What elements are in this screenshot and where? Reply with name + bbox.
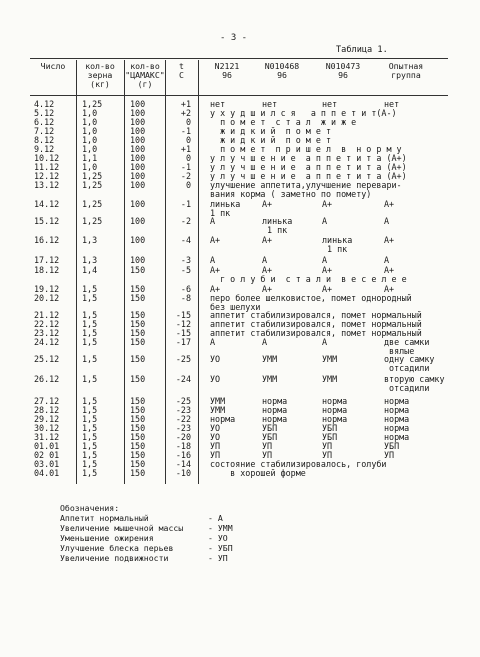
row-temperature: -2 (180, 171, 191, 181)
row-tsamaks: 150 (130, 423, 146, 433)
row-tsamaks: 100 (130, 126, 146, 136)
row-temperature: -3 (180, 255, 191, 265)
row-grain-kg: 1,5 (82, 284, 98, 294)
row-date: 04.01 (34, 468, 60, 478)
row-temperature: -23 (175, 405, 191, 415)
row-grain-kg: 1,0 (82, 108, 98, 118)
row-date: 19.12 (34, 284, 60, 294)
row-tsamaks: 150 (130, 284, 146, 294)
row-temperature: -8 (180, 293, 191, 303)
header-date: Число (40, 61, 66, 71)
row-tsamaks: 150 (130, 405, 146, 415)
row-n010468: норма (262, 414, 288, 424)
row-tsamaks: 100 (130, 99, 146, 109)
row-n2121: УММ (210, 405, 226, 415)
row-n2121: норма (210, 414, 236, 424)
row-tsamaks: 150 (130, 396, 146, 406)
row-date: 14.12 (34, 199, 60, 209)
row-grain-kg: 1,5 (82, 468, 98, 478)
row-date: 13.12 (34, 180, 60, 190)
row-tsamaks: 150 (130, 265, 146, 275)
row-date: 16.12 (34, 235, 60, 245)
legend-label: Уменьшение ожирения (60, 533, 154, 543)
row-n010473: А+ (322, 284, 333, 294)
row-n010468: А+ (262, 235, 273, 245)
row-temperature: 0 (185, 135, 191, 145)
row-grain-kg: 1,5 (82, 405, 98, 415)
row-n2121: УО (210, 374, 221, 384)
row-grain-kg: 1,5 (82, 293, 98, 303)
row-grain-kg: 1,0 (82, 135, 98, 145)
row-date: 4.12 (34, 99, 55, 109)
row-experimental: нет (384, 99, 400, 109)
row-experimental: две самки вялые (384, 337, 430, 356)
row-note: п о м е т с т а л ж и ж е (210, 117, 357, 127)
row-experimental: А+ (384, 199, 395, 209)
row-experimental: норма (384, 405, 410, 415)
legend-title: Обозначения: (60, 503, 120, 513)
header-tsamaks: кол-во "ЦАМАКС" (г) (125, 61, 165, 89)
row-experimental: одну самку отсадили (384, 354, 435, 373)
row-n010473: УММ (322, 354, 338, 364)
row-tsamaks: 100 (130, 180, 146, 190)
row-grain-kg: 1,3 (82, 255, 98, 265)
row-tsamaks: 150 (130, 450, 146, 460)
row-grain-kg: 1,5 (82, 354, 98, 364)
row-n2121: УО (210, 432, 221, 442)
row-n010473: УБП (322, 423, 338, 433)
row-tsamaks: 100 (130, 162, 146, 172)
row-experimental: норма (384, 414, 410, 424)
row-note: п о м е т п р и ш е л в н о р м у (210, 144, 402, 154)
legend-label: Улучшение блеска перьев (60, 543, 174, 553)
row-experimental: А+ (384, 284, 395, 294)
row-tsamaks: 100 (130, 235, 146, 245)
row-temperature: -25 (175, 354, 191, 364)
row-note: ж и д к и й п о м е т (210, 126, 332, 136)
row-date: 20.12 (34, 293, 60, 303)
table-title: Таблица 1. (336, 45, 388, 55)
row-date: 29.12 (34, 414, 60, 424)
row-n010468: А (262, 255, 268, 265)
row-experimental: норма (384, 432, 410, 442)
row-n2121: УО (210, 423, 221, 433)
row-date: 24.12 (34, 337, 60, 347)
row-n010468: УП (262, 450, 273, 460)
row-temperature: -6 (180, 284, 191, 294)
table-top-line (30, 58, 448, 59)
row-grain-kg: 1,0 (82, 162, 98, 172)
row-n010468: А+ (262, 265, 273, 275)
row-grain-kg: 1,5 (82, 319, 98, 329)
legend-code: - УО (208, 533, 228, 543)
row-grain-kg: 1,4 (82, 265, 98, 275)
row-date: 30.12 (34, 423, 60, 433)
row-note: у л у ч ш е н и е а п п е т и т а (А+) (210, 171, 407, 181)
row-note: ж и д к и й п о м е т (210, 135, 332, 145)
row-n010473: линька 1 пк (322, 235, 353, 254)
row-n010473: А+ (322, 199, 333, 209)
row-date: 6.12 (34, 117, 55, 127)
row-n2121: УП (210, 450, 221, 460)
row-date: 17.12 (34, 255, 60, 265)
row-tsamaks: 100 (130, 153, 146, 163)
row-temperature: -1 (180, 162, 191, 172)
row-n010468: линька 1 пк (262, 216, 293, 235)
row-grain-kg: 1,5 (82, 414, 98, 424)
row-experimental: А (384, 216, 390, 226)
row-experimental: УП (384, 450, 395, 460)
row-n2121: А (210, 216, 216, 226)
legend-label: Аппетит нормальный (60, 513, 149, 523)
col-divider (198, 60, 199, 484)
legend-code: - УБП (208, 543, 233, 553)
row-grain-kg: 1,5 (82, 374, 98, 384)
row-tsamaks: 150 (130, 432, 146, 442)
row-temperature: -22 (175, 414, 191, 424)
row-tsamaks: 150 (130, 354, 146, 364)
row-n010473: УММ (322, 374, 338, 384)
row-experimental: УБП (384, 441, 400, 451)
row-n2121: А+ (210, 265, 221, 275)
row-temperature: -23 (175, 423, 191, 433)
row-n010468: норма (262, 405, 288, 415)
row-experimental: А+ (384, 265, 395, 275)
row-grain-kg: 1,25 (82, 171, 103, 181)
row-date: 25.12 (34, 354, 60, 364)
row-n2121: УП (210, 441, 221, 451)
row-date: 10.12 (34, 153, 60, 163)
row-n010468: А (262, 337, 268, 347)
row-date: 26.12 (34, 374, 60, 384)
row-n010468: А+ (262, 284, 273, 294)
row-n010473: норма (322, 396, 348, 406)
row-date: 22.12 (34, 319, 60, 329)
row-experimental: вторую самку отсадили (384, 374, 445, 393)
row-temperature: -15 (175, 328, 191, 338)
row-temperature: -25 (175, 396, 191, 406)
row-date: 28.12 (34, 405, 60, 415)
legend-code: - А (208, 513, 223, 523)
row-n010473: А+ (322, 265, 333, 275)
row-n2121: А (210, 337, 216, 347)
row-grain-kg: 1,5 (82, 441, 98, 451)
row-date: 5.12 (34, 108, 55, 118)
row-date: 11.12 (34, 162, 60, 172)
row-tsamaks: 150 (130, 319, 146, 329)
row-date: 02 01 (34, 450, 60, 460)
row-temperature: -17 (175, 337, 191, 347)
row-temperature: -2 (180, 216, 191, 226)
row-tsamaks: 150 (130, 310, 146, 320)
row-grain-kg: 1,5 (82, 396, 98, 406)
row-date: 18.12 (34, 265, 60, 275)
row-temperature: -20 (175, 432, 191, 442)
row-note: аппетит стабилизировался, помет нормальный (210, 319, 422, 329)
row-tsamaks: 100 (130, 135, 146, 145)
row-temperature: -5 (180, 265, 191, 275)
legend-code: - УММ (208, 523, 233, 533)
row-temperature: +1 (180, 144, 191, 154)
row-experimental: норма (384, 396, 410, 406)
row-date: 15.12 (34, 216, 60, 226)
row-experimental: норма (384, 423, 410, 433)
row-n010468: УБП (262, 432, 278, 442)
row-n2121: А+ (210, 284, 221, 294)
row-temperature: -12 (175, 319, 191, 329)
header-temperature: t C (179, 61, 184, 80)
page-number: - 3 - (220, 33, 248, 43)
row-date: 9.12 (34, 144, 55, 154)
row-n2121: линька 1 пк (210, 199, 241, 218)
row-tsamaks: 100 (130, 171, 146, 181)
legend-code: - УП (208, 553, 228, 563)
row-n010468: УММ (262, 374, 278, 384)
row-grain-kg: 1,1 (82, 153, 98, 163)
row-temperature: 0 (185, 180, 191, 190)
row-note: у л у ч ш е н и е а п п е т и т а (А+) (210, 162, 407, 172)
row-grain-kg: 1,0 (82, 117, 98, 127)
row-tsamaks: 100 (130, 144, 146, 154)
row-tsamaks: 150 (130, 468, 146, 478)
header-grain-kg: кол-во зерна (кг) (85, 61, 115, 89)
row-tsamaks: 100 (130, 117, 146, 127)
row-grain-kg: 1,5 (82, 310, 98, 320)
row-note: аппетит стабилизировался, помет нормальный (210, 310, 422, 320)
row-n010473: нет (322, 99, 338, 109)
row-grain-kg: 1,25 (82, 199, 103, 209)
row-grain-kg: 1,5 (82, 459, 98, 469)
row-n010473: норма (322, 405, 348, 415)
header-n2121: N2121 96 (214, 61, 240, 80)
col-divider (165, 60, 166, 484)
row-date: 27.12 (34, 396, 60, 406)
row-n010473: УБП (322, 432, 338, 442)
row-n010473: УП (322, 441, 333, 451)
row-temperature: -16 (175, 450, 191, 460)
row-temperature: -10 (175, 468, 191, 478)
row-tsamaks: 150 (130, 441, 146, 451)
header-experimental-group: Опытная группа (388, 61, 424, 80)
row-experimental: А+ (384, 235, 395, 245)
row-grain-kg: 1,25 (82, 99, 103, 109)
row-temperature: +1 (180, 99, 191, 109)
row-note: у х у д ш и л с я а п п е т и т(А-) (210, 108, 397, 118)
row-temperature: -15 (175, 310, 191, 320)
col-divider (76, 60, 77, 484)
row-tsamaks: 100 (130, 216, 146, 226)
row-note: улучшение аппетита,улучшение перевари- вания корма ( заметно по помету) (210, 180, 402, 199)
row-grain-kg: 1,5 (82, 328, 98, 338)
row-temperature: +2 (180, 108, 191, 118)
row-grain-kg: 1,5 (82, 423, 98, 433)
row-date: 7.12 (34, 126, 55, 136)
row-note: состояние стабилизировалось, голуби в хорошей форме (210, 459, 387, 478)
row-n010473: норма (322, 414, 348, 424)
row-n010473: А (322, 337, 328, 347)
row-date: 01.01 (34, 441, 60, 451)
row-experimental: А (384, 255, 390, 265)
row-grain-kg: 1,25 (82, 216, 103, 226)
row-tsamaks: 100 (130, 108, 146, 118)
row-note: перо более шелковистое, помет однородный без шелухи (210, 293, 412, 312)
row-tsamaks: 150 (130, 459, 146, 469)
row-temperature: -14 (175, 459, 191, 469)
row-n010468: норма (262, 396, 288, 406)
row-n2121: нет (210, 99, 226, 109)
row-date: 12.12 (34, 171, 60, 181)
row-date: 8.12 (34, 135, 55, 145)
row-grain-kg: 1,25 (82, 180, 103, 190)
row-date: 31.12 (34, 432, 60, 442)
row-date: 03.01 (34, 459, 60, 469)
row-n010468: УММ (262, 354, 278, 364)
row-grain-kg: 1,0 (82, 126, 98, 136)
row-n2121: УО (210, 354, 221, 364)
row-n010468: УП (262, 441, 273, 451)
row-n010468: А+ (262, 199, 273, 209)
header-n010473: N010473 96 (325, 61, 361, 80)
row-tsamaks: 150 (130, 293, 146, 303)
row-temperature: 0 (185, 153, 191, 163)
col-divider (124, 60, 125, 484)
row-tsamaks: 100 (130, 199, 146, 209)
row-grain-kg: 1,5 (82, 337, 98, 347)
row-grain-kg: 1,5 (82, 450, 98, 460)
row-n2121: А (210, 255, 216, 265)
row-temperature: 0 (185, 117, 191, 127)
legend-label: Увеличение подвижности (60, 553, 169, 563)
row-tsamaks: 150 (130, 374, 146, 384)
row-note: аппетит стабилизировался, помет нормальный (210, 328, 422, 338)
row-temperature: -1 (180, 199, 191, 209)
row-grain-kg: 1,3 (82, 235, 98, 245)
row-note: у л у ч ш е н и е а п п е т и т а (А+) (210, 153, 407, 163)
header-bottom-line (30, 95, 448, 96)
row-date: 23.12 (34, 328, 60, 338)
row-temperature: -24 (175, 374, 191, 384)
row-temperature: -4 (180, 235, 191, 245)
row-tsamaks: 100 (130, 255, 146, 265)
row-n010468: нет (262, 99, 278, 109)
row-temperature: -1 (180, 126, 191, 136)
row-tsamaks: 150 (130, 337, 146, 347)
row-grain-kg: 1,5 (82, 432, 98, 442)
row-n2121: УММ (210, 396, 226, 406)
row-date: 21.12 (34, 310, 60, 320)
row-tsamaks: 150 (130, 328, 146, 338)
legend-label: Увеличение мышечной массы (60, 523, 184, 533)
header-n010468: N010468 96 (264, 61, 300, 80)
row-tsamaks: 150 (130, 414, 146, 424)
row-temperature: -18 (175, 441, 191, 451)
row-n010473: А (322, 255, 328, 265)
row-n2121: А+ (210, 235, 221, 245)
row-note: г о л у б и с т а л и в е с е л е е (210, 274, 407, 284)
row-grain-kg: 1,0 (82, 144, 98, 154)
row-n010468: УБП (262, 423, 278, 433)
row-n010473: А (322, 216, 328, 226)
row-n010473: УП (322, 450, 333, 460)
